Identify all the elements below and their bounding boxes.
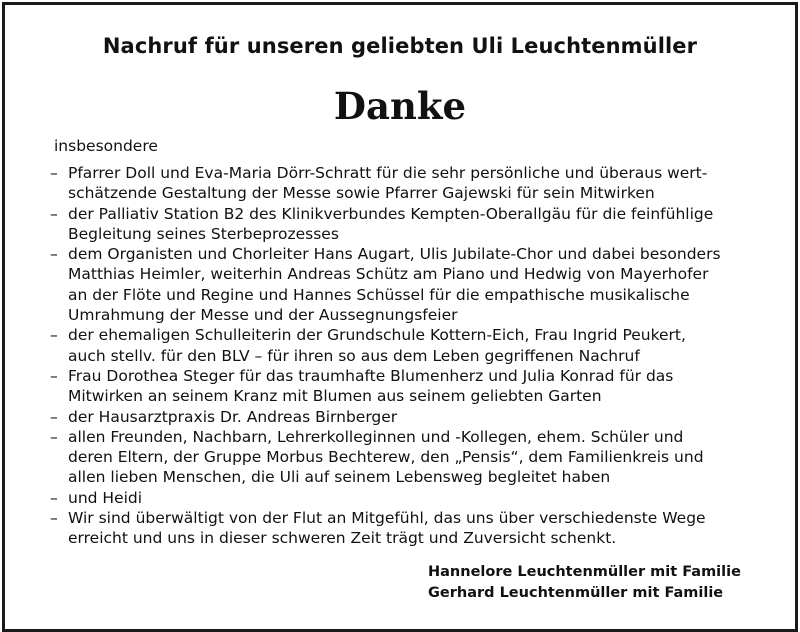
thanks-line [50, 346, 721, 366]
thanks-line [50, 488, 721, 508]
thanks-item [50, 488, 721, 508]
thanks-line-text: allen Freunden, Nachbarn, Lehrerkolleginnen und -Kollegen, ehem. Schüler und [68, 427, 684, 446]
thanks-item [50, 366, 721, 407]
thanks-line [50, 244, 721, 264]
notice-title: Danke [333, 84, 467, 128]
thanks-list [50, 163, 721, 549]
thanks-line-text: auch stellv. für den BLV – für ihren so aus dem Leben gegriffenen Nachruf [68, 346, 640, 365]
intro-text: insbesondere [54, 137, 158, 155]
thanks-line-text: der ehemaligen Schulleiterin der Grundschule Kottern-Eich, Frau Ingrid Peukert, [68, 326, 686, 345]
thanks-item [50, 427, 721, 488]
thanks-line [50, 285, 721, 305]
thanks-line [50, 427, 721, 447]
thanks-line [50, 224, 721, 244]
dash-bullet: – [50, 366, 58, 385]
thanks-line [50, 183, 721, 203]
thanks-item [50, 163, 721, 204]
dash-bullet: – [50, 488, 58, 507]
dash-bullet: – [50, 509, 58, 528]
dash-bullet: – [50, 204, 58, 223]
thanks-line-text: schätzende Gestaltung der Messe sowie Pfarrer Gajewski für sein Mitwirken [68, 184, 655, 203]
dash-bullet: – [50, 164, 58, 182]
signature-line: Hannelore Leuchtenmüller mit Familie [428, 564, 741, 580]
thanks-line [50, 305, 721, 325]
thanks-item [50, 407, 721, 427]
thanks-line [50, 467, 721, 487]
thanks-line-text: deren Eltern, der Gruppe Morbus Bechterew, den „Pensis“, dem Familienkreis und [68, 448, 704, 467]
dash-bullet: – [50, 245, 58, 264]
thanks-line [50, 325, 721, 345]
thanks-line [50, 386, 721, 406]
thanks-line-text: allen lieben Menschen, die Uli auf seinem Lebensweg begleitet haben [68, 468, 611, 487]
thanks-line-text: Wir sind überwältigt von der Flut an Mitgefühl, das uns über verschiedenste Wege [68, 509, 706, 528]
dash-bullet: – [50, 427, 58, 446]
thanks-line-text: dem Organisten und Chorleiter Hans Augart, Ulis Jubilate-Chor und dabei besonders [68, 245, 721, 264]
thanks-line-text: Frau Dorothea Steger für das traumhafte Blumenherz und Julia Konrad für das [68, 366, 674, 385]
dash-bullet: – [50, 326, 58, 345]
dash-bullet: – [50, 407, 58, 426]
thanks-line [50, 528, 721, 548]
thanks-line [50, 447, 721, 467]
thanks-line-text: Pfarrer Doll und Eva-Maria Dörr-Schratt für die sehr persönliche und überaus wert- [68, 164, 708, 182]
thanks-item [50, 244, 721, 325]
thanks-line [50, 407, 721, 427]
thanks-item [50, 325, 721, 366]
thanks-line [50, 264, 721, 284]
signature-line: Gerhard Leuchtenmüller mit Familie [428, 585, 724, 601]
thanks-line [50, 163, 721, 183]
thanks-line-text: Umrahmung der Messe und der Aussegnungsfeier [68, 306, 458, 325]
thanks-line-text: an der Flöte und Regine und Hannes Schüssel für die empathische musikalische [68, 285, 690, 304]
thanks-line-text: erreicht und uns in dieser schweren Zeit trägt und Zuversicht schenkt. [68, 529, 617, 548]
thanks-line [50, 508, 721, 528]
thanks-line [50, 204, 721, 224]
signature-block [428, 562, 741, 604]
thanks-item [50, 204, 721, 245]
thanks-line [50, 366, 721, 386]
thanks-line-text: Matthias Heimler, weiterhin Andreas Schütz am Piano und Hedwig von Mayerhofer [68, 265, 709, 284]
thanks-line-text: Begleitung seines Sterbeprozesses [68, 224, 339, 243]
thanks-line-text: der Hausarztpraxis Dr. Andreas Birnberger [68, 407, 398, 426]
thanks-line-text: der Palliativ Station B2 des Klinikverbundes Kempten-Oberallgäu für die feinfühlige [68, 204, 714, 223]
thanks-item [50, 508, 721, 549]
thanks-line-text: und Heidi [68, 488, 143, 507]
notice-headline: Nachruf für unseren geliebten Uli Leuchtenmüller [102, 34, 698, 58]
thanks-line-text: Mitwirken an seinem Kranz mit Blumen aus seinem geliebten Garten [68, 387, 602, 406]
